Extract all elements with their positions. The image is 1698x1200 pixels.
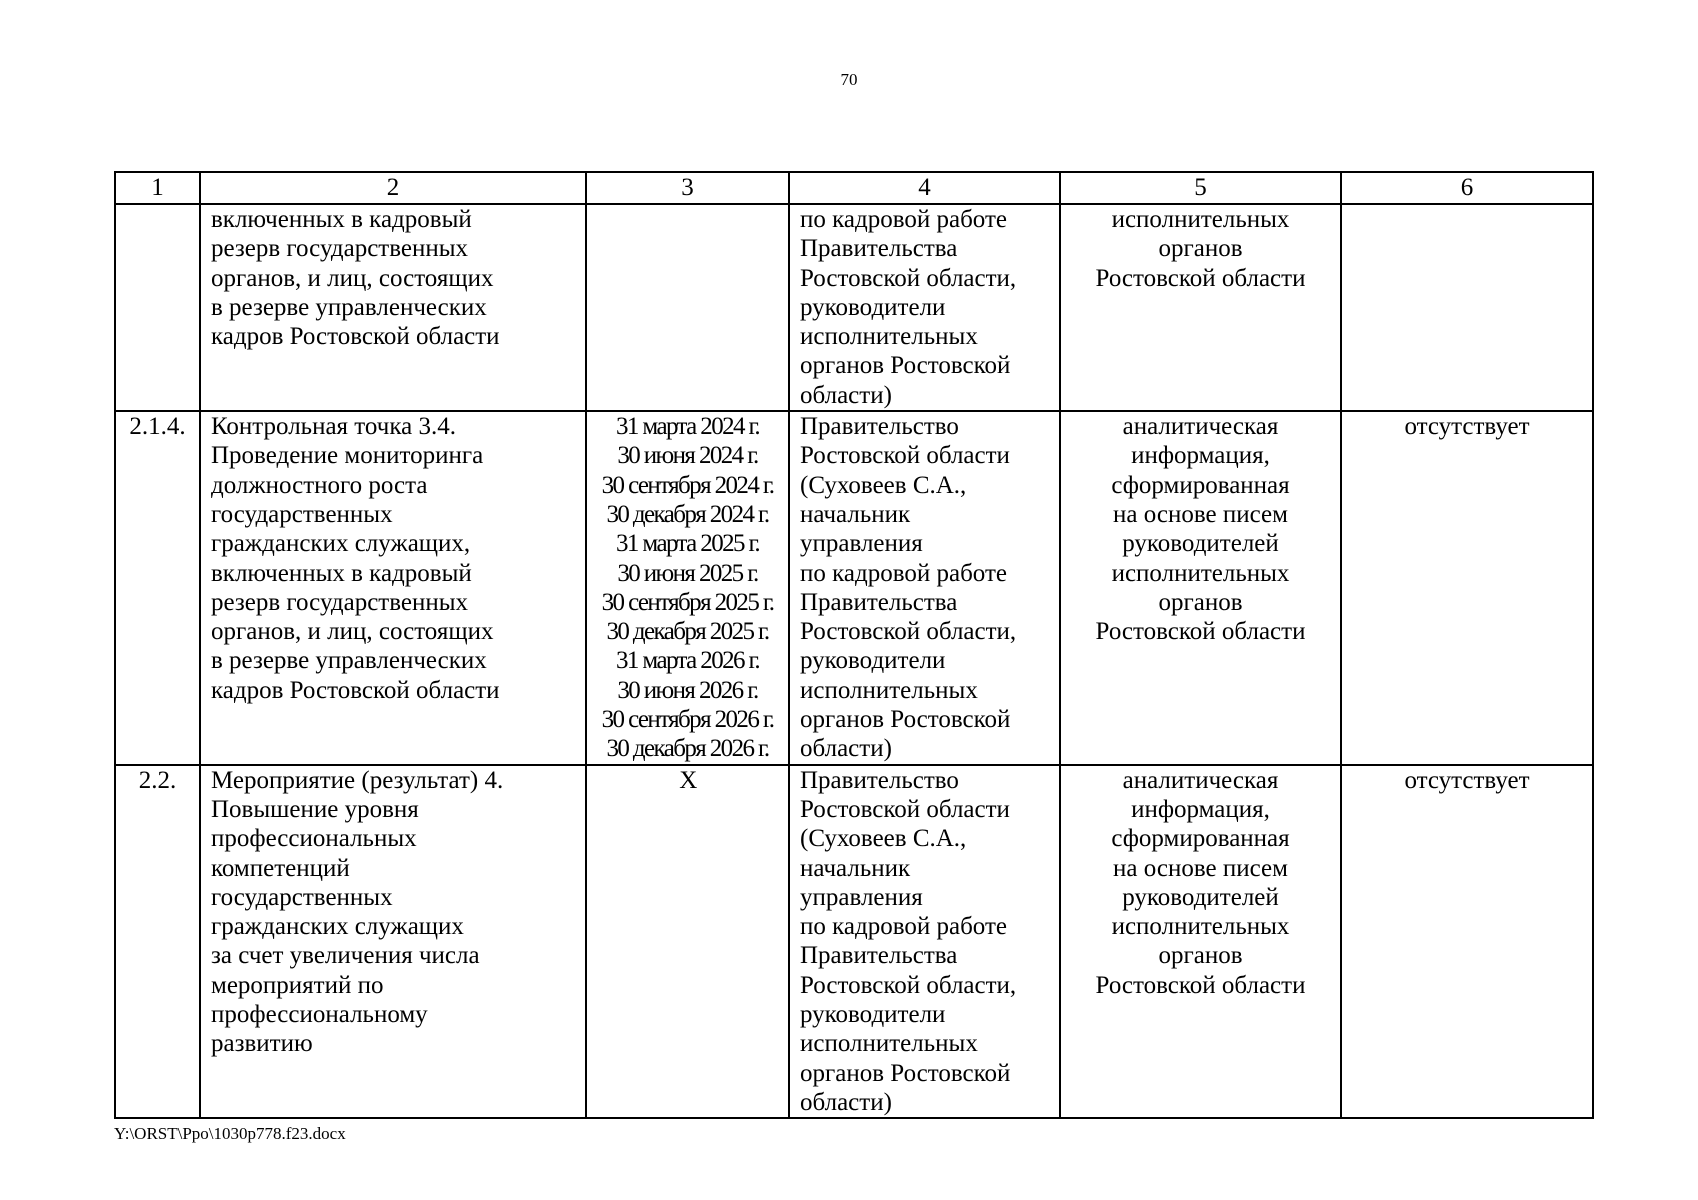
cell-line: Ростовской области (800, 442, 1010, 470)
cell-line: Ростовской области (800, 795, 1010, 823)
cell-line: аналитическая (1122, 413, 1279, 441)
information-system-cell (1341, 411, 1593, 765)
cell-line: должностного роста (211, 471, 428, 499)
confirming-document-cell (1060, 204, 1341, 411)
cell-line: кадров Ростовской области (211, 676, 500, 704)
cell-line: включенных в кадровый (211, 559, 472, 587)
cell-line: исполнительных (800, 1030, 978, 1058)
cell-line: резерв государственных (211, 588, 469, 616)
cell-line: аналитическая (1122, 766, 1279, 794)
cell-line: управления (800, 530, 923, 558)
cell-line: исполнительных (1111, 913, 1290, 941)
activity-name-cell (200, 765, 586, 1119)
cell-line: руководителей (1122, 530, 1279, 558)
cell-line: руководители (800, 647, 946, 675)
cell-line: Правительство (800, 766, 959, 794)
cell-line: органов, и лиц, состоящих (211, 618, 494, 646)
cell-line: начальник (800, 854, 911, 882)
responsible-executor-cell (789, 204, 1060, 411)
cell-line: профессиональному (211, 1001, 428, 1029)
column-number-6: 6 (1341, 172, 1593, 204)
cell-line: по кадровой работе (800, 206, 1007, 233)
cell-line: 30 сентября 2026 г. (601, 706, 774, 734)
cell-line: информация, (1131, 442, 1270, 470)
cell-line: органов (1158, 235, 1243, 263)
information-system-cell (1341, 204, 1593, 411)
cell-line: в резерве управленческих (211, 647, 487, 675)
confirming-document-cell (1060, 411, 1341, 765)
cell-line: органов Ростовской (800, 706, 1011, 734)
cell-line: за счет увеличения числа (211, 942, 480, 970)
cell-line: Ростовской области (1095, 618, 1306, 646)
cell-line: на основе писем (1113, 854, 1288, 882)
cell-line: Проведение мониторинга (211, 442, 484, 470)
cell-line: 30 декабря 2026 г. (606, 735, 769, 763)
cell-line: Правительства (800, 235, 958, 263)
cell-line: (Суховеев С.А., (800, 471, 967, 499)
cell-line: Правительство (800, 413, 959, 441)
cell-line: Ростовской области (1095, 264, 1306, 292)
cell-line: 30 декабря 2024 г. (606, 500, 769, 528)
cell-line: государственных (211, 500, 393, 528)
cell-line: Мероприятие (результат) 4. (211, 766, 504, 794)
cell-line: Ростовской области, (800, 264, 1017, 292)
cell-line: в резерве управленческих (211, 293, 487, 321)
deadline-cell (586, 411, 789, 765)
cell-line: по кадровой работе (800, 913, 1007, 941)
cell-line: Ростовской области, (800, 618, 1017, 646)
cell-line: 2.1.4. (129, 413, 186, 441)
information-system-cell (1341, 765, 1593, 1119)
cell-line: 30 июня 2024 г. (617, 442, 758, 470)
cell-line: руководителей (1122, 883, 1279, 911)
cell-line: X (679, 766, 696, 794)
plan-table (114, 171, 1594, 1119)
cell-line: руководители (800, 1001, 946, 1029)
cell-line: органов Ростовской (800, 1059, 1011, 1087)
cell-line: сформированная (1111, 471, 1290, 499)
cell-line: 30 декабря 2025 г. (606, 618, 769, 646)
confirming-document-cell (1060, 765, 1341, 1119)
cell-line: 30 сентября 2025 г. (601, 588, 774, 616)
cell-line: управления (800, 883, 923, 911)
column-number-5: 5 (1060, 172, 1341, 204)
cell-line: на основе писем (1113, 500, 1288, 528)
cell-line: гражданских служащих (211, 913, 464, 941)
activity-name-cell (200, 204, 586, 411)
cell-line: Правительства (800, 942, 958, 970)
table-row (115, 411, 1593, 765)
cell-line: органов Ростовской (800, 352, 1011, 380)
responsible-executor-cell (789, 411, 1060, 765)
cell-line: отсутствует (1404, 766, 1530, 794)
cell-line: (Суховеев С.А., (800, 825, 967, 853)
cell-line: руководители (800, 293, 946, 321)
cell-line: резерв государственных (211, 235, 469, 263)
cell-line: 31 марта 2024 г. (615, 413, 760, 441)
cell-line: Правительства (800, 588, 958, 616)
cell-line: 30 июня 2025 г. (617, 559, 758, 587)
cell-line: мероприятий по (211, 971, 384, 999)
deadline-cell (586, 204, 789, 411)
cell-line: исполнительных (1111, 206, 1290, 233)
cell-line: области) (800, 735, 892, 763)
cell-line: 30 сентября 2024 г. (601, 471, 774, 499)
responsible-executor-cell (789, 765, 1060, 1119)
cell-line: сформированная (1111, 825, 1290, 853)
cell-line: отсутствует (1404, 413, 1530, 441)
cell-line: 30 июня 2026 г. (617, 676, 758, 704)
cell-line: области) (800, 381, 892, 409)
cell-line: исполнительных (800, 323, 978, 351)
cell-line: развитию (211, 1030, 313, 1058)
cell-line: органов (1158, 588, 1243, 616)
cell-line: органов (1158, 942, 1243, 970)
cell-line: кадров Ростовской области (211, 323, 500, 351)
cell-line: по кадровой работе (800, 559, 1007, 587)
cell-line: Повышение уровня (211, 795, 419, 823)
cell-line: Ростовской области (1095, 971, 1306, 999)
cell-line: 2.2. (138, 766, 177, 794)
cell-line: исполнительных (800, 676, 978, 704)
cell-line: профессиональных (211, 825, 417, 853)
cell-line: 31 марта 2025 г. (615, 530, 760, 558)
column-number-2: 2 (200, 172, 586, 204)
row-number-cell (115, 204, 200, 411)
header-row (115, 172, 1593, 204)
cell-line: области) (800, 1088, 892, 1116)
cell-line: начальник (800, 500, 911, 528)
row-number-cell (115, 765, 200, 1119)
column-number-4: 4 (789, 172, 1060, 204)
cell-line: органов, и лиц, состоящих (211, 264, 494, 292)
table-row (115, 204, 1593, 411)
cell-line: информация, (1131, 795, 1270, 823)
table-row (115, 765, 1593, 1119)
column-number-1: 1 (115, 172, 200, 204)
cell-line: исполнительных (1111, 559, 1290, 587)
row-number-cell (115, 411, 200, 765)
activity-name-cell (200, 411, 586, 765)
cell-line: компетенций (211, 854, 350, 882)
cell-line: 31 марта 2026 г. (615, 647, 760, 675)
cell-line: гражданских служащих, (211, 530, 471, 558)
column-number-3: 3 (586, 172, 789, 204)
deadline-cell (586, 765, 789, 1119)
cell-line: Ростовской области, (800, 971, 1017, 999)
page-number: 70 (840, 70, 858, 89)
footer-file-path: Y:\ORST\Ppo\1030p778.f23.docx (114, 1124, 346, 1143)
cell-line: государственных (211, 883, 393, 911)
cell-line: включенных в кадровый (211, 206, 472, 233)
cell-line: Контрольная точка 3.4. (211, 413, 456, 441)
